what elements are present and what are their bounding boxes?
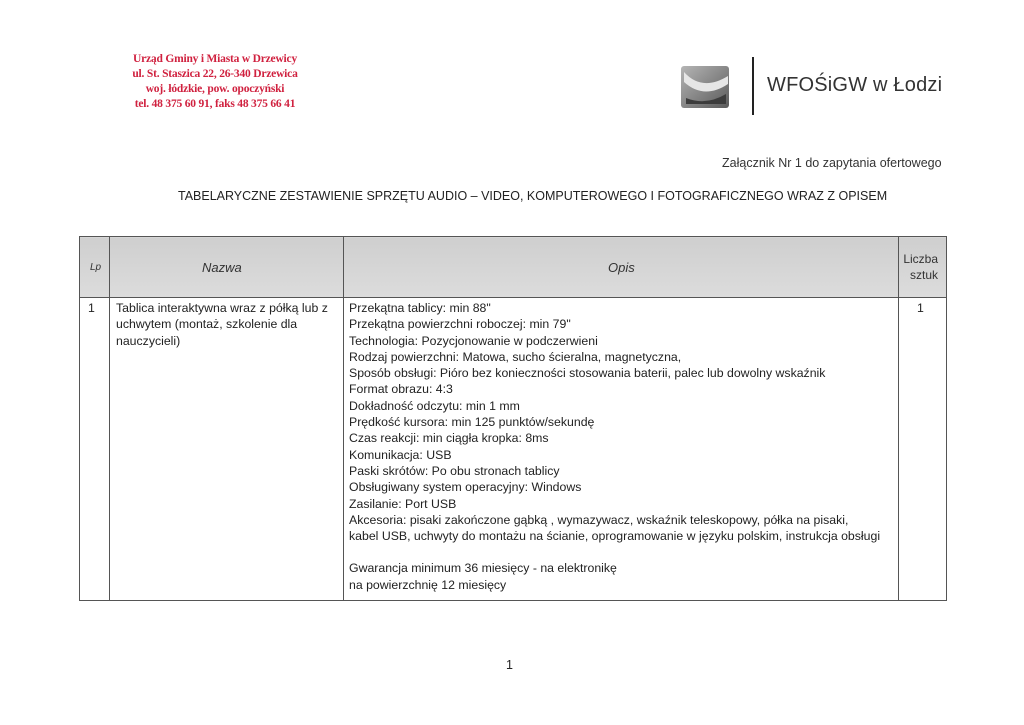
opis-line: Rodzaj powierzchni: Matowa, sucho ścieralna, magnetyczna, [349,349,682,364]
table-header-row [80,237,947,298]
page-number: 1 [506,658,513,672]
opis-line: na powierzchnię 12 miesięcy [349,577,507,592]
opis-line: Technologia: Pozycjonowanie w podczerwieni [349,333,598,348]
header-nazwa: Nazwa [110,237,344,298]
header-lp: Lp [80,237,110,298]
opis-line: kabel USB, uchwyty do montażu na ścianie, oprogramowanie w języku polskim, instrukcja obsługi [349,529,881,544]
header-liczba-line2: sztuk [909,268,938,282]
cell-opis [344,298,899,601]
opis-line: Gwarancja minimum 36 miesięcy - na elektronikę [349,561,617,576]
opis-line: Przekątna tablicy: min 88" [349,301,491,315]
opis-line: Przekątna powierzchni roboczej: min 79" [349,317,571,332]
document-title: TABELARYCZNE ZESTAWIENIE SPRZĘTU AUDIO – VIDEO, KOMPUTEROWEGO I FOTOGRAFICZNEGO WRAZ Z OPISEM [178,189,888,203]
opis-line: Akcesoria: pisaki zakończone gąbką , wymazywacz, wskaźnik teleskopowy, półka na pisaki, [349,512,849,527]
opis-line: Dokładność odczytu: min 1 mm [349,398,520,413]
header-liczba-line1: Liczba [903,252,938,266]
cell-liczba: 1 [899,298,947,601]
opis-spacer [349,544,894,560]
stamp-line-region: woj. łódzkie, pow. opoczyński [145,83,285,95]
opis-line: Czas reakcji: min ciągła kropka: 8ms [349,431,549,446]
logo-text: WFOŚiGW w Łodzi [767,74,943,96]
opis-line: Komunikacja: USB [349,447,452,462]
stamp-line-address: ul. St. Staszica 22, 26-340 Drzewica [132,68,298,80]
opis-line: Format obrazu: 4:3 [349,382,453,397]
opis-line: Sposób obsługi: Pióro bez konieczności stosowania baterii, palec lub dowolny wskaźnik [349,366,826,381]
cell-lp: 1 [80,298,110,601]
attachment-label: Załącznik Nr 1 do zapytania ofertowego [722,156,942,170]
opis-line: Zasilanie: Port USB [349,496,457,511]
logo-divider [752,57,754,115]
header-opis: Opis [344,237,899,298]
opis-line: Prędkość kursora: min 125 punktów/sekundę [349,415,595,430]
wfosigw-logo-icon [680,62,732,112]
table-row [80,298,947,601]
header-liczba [899,237,947,298]
cell-nazwa: Tablica interaktywna wraz z półką lub z uchwytem (montaż, szkolenie dla nauczycieli) [110,298,344,601]
opis-line: Paski skrótów: Po obu stronach tablicy [349,463,560,478]
equipment-table [79,236,947,601]
stamp-line-name: Urząd Gminy i Miasta w Drzewicy [132,53,298,65]
opis-line: Obsługiwany system operacyjny: Windows [349,480,582,495]
office-stamp [100,52,330,112]
stamp-line-phone: tel. 48 375 60 91, faks 48 375 66 41 [134,98,296,110]
